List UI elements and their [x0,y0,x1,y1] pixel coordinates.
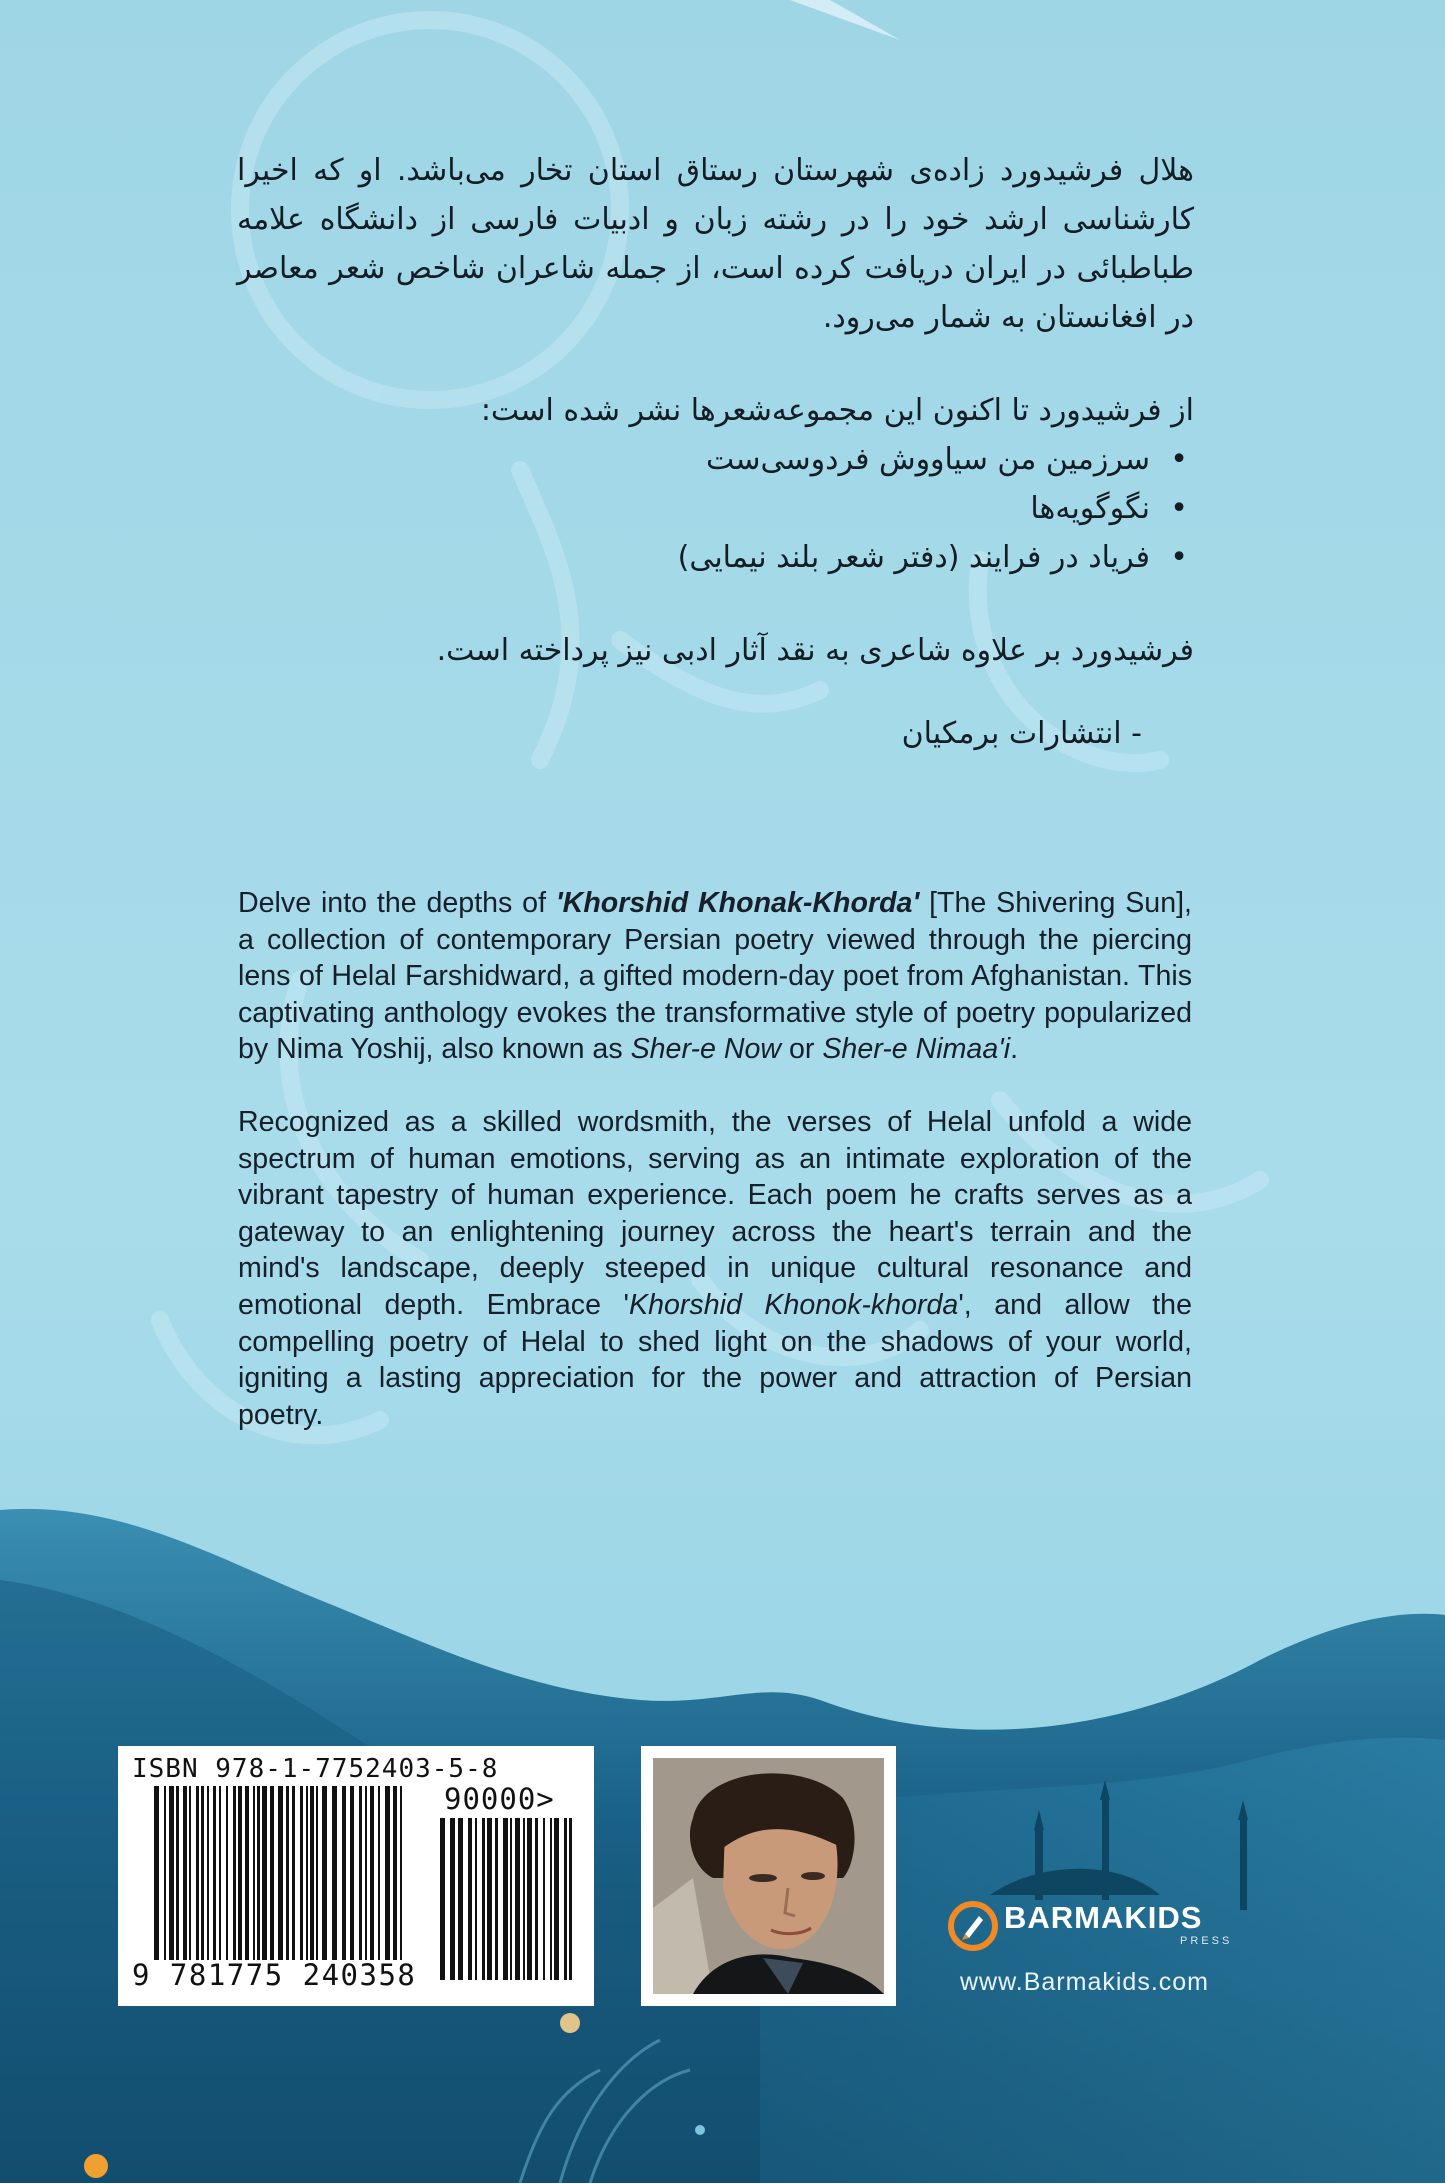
barcode-bar [458,1818,463,1980]
publisher-name: BARMAKIDS [1004,1900,1203,1935]
book-list-item: • نگوگویه‌ها [237,484,1150,533]
barcode-bar [475,1818,477,1980]
barcode-bar [510,1818,512,1980]
barcode-bar [523,1818,525,1980]
barcode-bar [527,1818,532,1980]
barcode-bar [515,1818,520,1980]
barcode-bar [292,1786,295,1960]
barcode-bar [196,1786,199,1960]
barcode-bar [176,1786,179,1960]
barcode-bar [219,1786,221,1960]
publisher-sub: PRESS [1180,1935,1233,1947]
text-span: . [1010,1033,1019,1066]
barcode-bar [535,1818,538,1980]
text-span: ', and allow the compelling poetry of Helal to shed light on the shadows of your world, igniting a lasting appreciation for the power and attraction of Persian poetry. [238,1288,1192,1431]
persian-paragraph-bio: هلال فرشیدورد زاده‌ی شهرستان رستاق استان تخار می‌باشد. او که اخیرا کارشناسی ارشد خود را در رشته زبان و ادبیات فارسی از دانشگاه علامه طباطبائی در ایران دریافت کرده است، از جمله شاعران شاخص شعر معاصر در افغانستان به شمار می‌رود. [237,153,1194,335]
text-span: or [781,1033,823,1066]
barcode-bar [270,1786,274,1960]
book-list-item: • سرزمین من سیاووش فردوسی‌ست [237,435,1150,484]
term: Sher-e Now [630,1033,782,1066]
barcode-bar [207,1786,209,1960]
term: Sher-e Nimaa'i [822,1033,1011,1066]
barcode-bar [393,1786,397,1960]
barcode-bar [245,1786,249,1960]
barcode-bar [495,1818,498,1980]
barcode-bar [400,1786,402,1960]
price-code: 90000> [444,1782,555,1816]
barmakids-logo-icon [945,1898,1001,1954]
barcode-bar [201,1786,204,1960]
barcode-bar [332,1786,337,1960]
barcode-bar [370,1786,374,1960]
barcode-bar [286,1786,289,1960]
persian-blurb [237,146,1194,758]
barcode-bar [183,1786,187,1960]
english-paragraph-intro [238,885,1192,1068]
barcode-bar [378,1786,380,1960]
barcode-bar [468,1818,472,1980]
book-title: Khorshid Khonok-khorda [629,1288,959,1321]
barcode-bar [487,1818,492,1980]
barcode-bar [365,1786,367,1960]
barcode-bar [385,1786,390,1960]
barcode-bar [310,1786,314,1960]
barcode-bar [213,1786,216,1960]
barcode-bar [359,1786,362,1960]
barcode-bar [189,1786,191,1960]
persian-book-list [237,435,1194,582]
book-title: 'Khorshid Khonak-Khorda' [555,887,920,919]
barcode-bar [569,1818,572,1980]
barcode-bar [322,1786,327,1960]
barcode-bar [564,1818,567,1980]
barcode-bar [164,1786,166,1960]
barcode-bar [554,1818,559,1980]
barcode-bar [543,1818,545,1980]
author-portrait [653,1758,884,1994]
text-span: Recognized as a skilled wordsmith, the verses of Helal unfold a wide spectrum of human emotions, serving as an intimate exploration of the vibrant tapestry of human experience. Each poem he crafts serves as a gateway to an enlightening journey across the heart's terrain and the mind's landscape, deeply steeped in unique cultural resonance and emotional depth. Embrace ' [238,1105,1192,1321]
barcode-bar [306,1786,308,1960]
isbn-barcode [118,1746,594,2006]
barcode-bar [550,1818,552,1980]
barcode-bar [253,1786,255,1960]
barcode-bar [226,1786,228,1960]
barcode-bar [350,1786,354,1960]
text-span: Delve into the depths of [238,887,556,919]
persian-paragraph-books-intro: از فرشیدورد تا اکنون این مجموعه‌شعرها نشر شده است: [480,393,1194,428]
barcode-bar [154,1786,159,1960]
barcode-bar [316,1786,318,1960]
english-paragraph-praise [238,1104,1192,1433]
english-blurb [238,885,1192,1433]
barcode-bar [262,1786,267,1960]
barcode-bar [450,1818,455,1980]
barcode-bar [342,1786,346,1960]
barcode-bar [300,1786,303,1960]
text-span: [The Shivering Sun], a collection of contemporary Persian poetry viewed through the piercing lens of Helal Farshidward, a gifted modern-day poet from Afghanistan. This captivating anthology evokes the transformative style of poetry popularized by Nima Yoshij, also known as [238,887,1192,1066]
barcode-bar [233,1786,236,1960]
ean-digits: 9 781775 240358 [132,1958,417,1992]
isbn-label: ISBN 978-1-7752403-5-8 [132,1754,499,1784]
barcode-bar [503,1818,508,1980]
barcode-bar [257,1786,260,1960]
barcode-bar [169,1786,174,1960]
barcode-bar [440,1818,445,1980]
barcode-bar [278,1786,283,1960]
barcode-bar [238,1786,242,1960]
persian-publisher-signature: - انتشارات برمکیان [901,716,1142,751]
author-photo [641,1746,896,2006]
barcode-bar [482,1818,485,1980]
publisher-website[interactable]: www.Barmakids.com [960,1968,1209,1996]
book-list-item: • فریاد در فرایند (دفتر شعر بلند نیمایی) [237,533,1150,582]
persian-paragraph-criticism: فرشیدورد بر علاوه شاعری به نقد آثار ادبی نیز پرداخته است. [436,633,1194,668]
